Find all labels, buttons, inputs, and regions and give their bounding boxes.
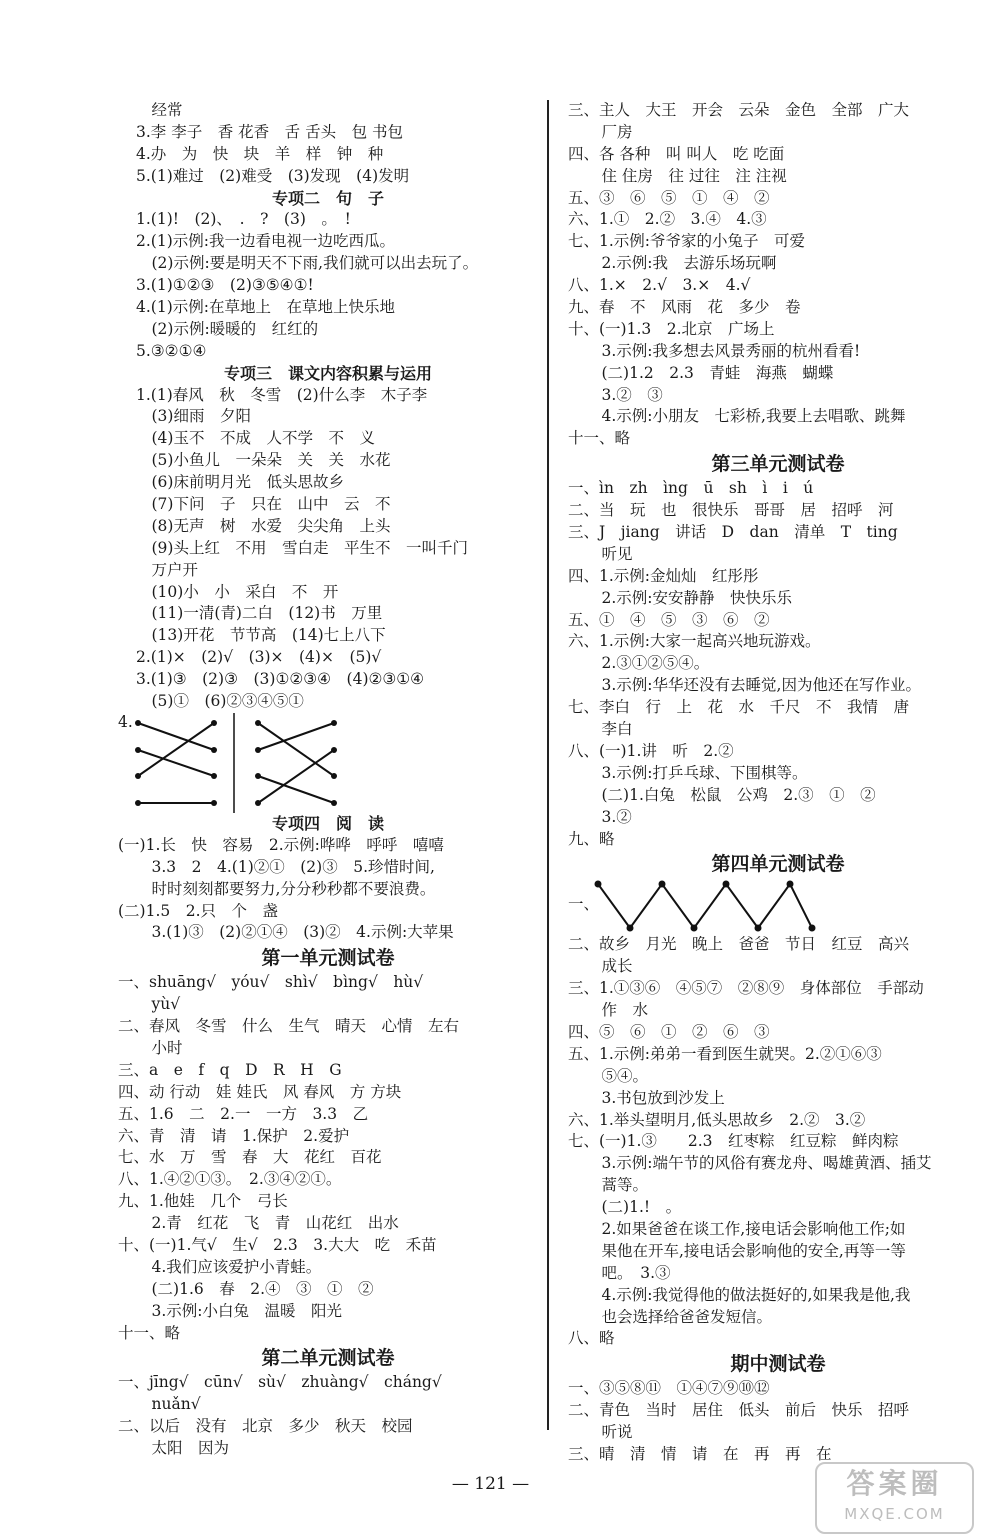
answer-line: 4.示例:小朋友 七彩桥,我要上去唱歌、跳舞 [586, 407, 906, 426]
answer-line: 一、shuāng√ yóu√ shì√ bìng√ hù√ [118, 973, 424, 992]
answer-line: 蒿等。 [586, 1176, 649, 1195]
answer-line: 八、1.× 2.√ 3.× 4.√ [568, 276, 751, 295]
answer-line: ⑤④。 [586, 1066, 649, 1085]
answer-line: 4.示例:我觉得他的做法挺好的,如果我是他,我 [586, 1285, 911, 1304]
section-heading: 期中测试卷 [730, 1353, 826, 1376]
answer-line: 八、1.④②①③。 2.③④②①。 [118, 1170, 342, 1189]
watermark-logo [815, 1462, 974, 1534]
answer-line: 2.示例:安安静静 快快乐乐 [586, 588, 793, 607]
answer-line: (二)1.! 。 [586, 1198, 682, 1217]
section-heading: 第二单元测试卷 [261, 1347, 395, 1370]
answer-line: (二)1.白兔 松鼠 公鸡 2.③ ① ② [586, 785, 876, 804]
answer-line: 四、⑤ ⑥ ① ② ⑥ ③ [568, 1022, 770, 1041]
answer-line: 太阳 因为 [136, 1439, 230, 1458]
answer-line: 八、(一)1.讲 听 2.② [568, 741, 734, 760]
answer-line: 2.(1)× (2)√ (3)× (4)× (5)√ [136, 648, 382, 667]
answer-line: 四、1.示例:金灿灿 红彤彤 [568, 566, 759, 585]
answer-line: (10)小 小 采白 不 开 [136, 582, 339, 601]
answer-line: 3.(1)①②③ (2)③⑤④①! [136, 276, 314, 295]
answer-line: 十、(一)1.3 2.北京 广场上 [568, 319, 775, 338]
answer-line: (二)1.2 2.3 青蛙 海燕 蝴蝶 [586, 363, 834, 382]
match-line [758, 884, 790, 928]
section-heading: 第三单元测试卷 [711, 453, 845, 476]
match-line [662, 884, 694, 928]
answer-line: 三、J jiang 讲话 D dan 清单 T ting [568, 523, 898, 542]
answer-line: (7)下问 子 只在 山中 云 不 [136, 495, 391, 514]
answer-line: 1.(1)! (2)、 . ? (3) 。 ! [136, 210, 351, 229]
right-column [568, 100, 981, 1466]
answer-line: 5.(1)难过 (2)难受 (3)发现 (4)发明 [136, 166, 410, 185]
answer-line: 4.办 为 快 块 羊 样 钟 种 [136, 144, 384, 163]
answer-line: 3.书包放到沙发上 [586, 1088, 725, 1107]
left-column [118, 100, 538, 1460]
match-line [258, 776, 334, 803]
match-line [138, 750, 214, 776]
match-line [630, 884, 662, 928]
answer-line: 二、青色 当时 居住 低头 前后 快乐 招呼 [568, 1401, 910, 1420]
answer-line: 听说 [586, 1423, 633, 1442]
answer-line: 十一、略 [568, 429, 631, 448]
answer-line: 一、jīng√ cūn√ sù√ zhuàng√ cháng√ [118, 1373, 442, 1392]
answer-line: (8)无声 树 水爱 尖尖角 上头 [136, 516, 391, 535]
matching-label-left: 4. [118, 712, 133, 731]
answer-line: 3.示例:小白兔 温暖 阳光 [136, 1301, 343, 1320]
answer-line: 三、a e f q D R H G [118, 1060, 342, 1079]
answer-line: 1.(1)春风 秋 冬雪 (2)什么李 木子李 [136, 385, 428, 404]
answer-line: (2)示例:暖暖的 红红的 [136, 319, 319, 338]
match-line [790, 884, 812, 928]
section-heading: 专项二 句 子 [271, 188, 384, 208]
matching-label-right: 一、 [568, 895, 600, 914]
match-line [598, 884, 630, 928]
answer-line: 3.示例:端午节的风俗有赛龙舟、喝雄黄酒、插艾 [586, 1154, 932, 1173]
answer-line: 六、1.举头望明月,低头思故乡 2.② 3.② [568, 1110, 866, 1129]
answer-line: 3.(1)③ (2)③ (3)①②③④ (4)②③①④ [136, 670, 425, 689]
answer-line: (一)1.长 快 容易 2.示例:哗哗 呼呼 嘻嘻 [118, 835, 444, 854]
section-heading: 第一单元测试卷 [261, 947, 395, 970]
answer-line: 2.(1)示例:我一边看电视一边吃西瓜。 [136, 232, 395, 251]
answer-line: 作 水 [586, 1001, 649, 1020]
answer-line: 3.示例:打乒乓球、下围棋等。 [586, 763, 808, 782]
match-line [258, 750, 334, 803]
answer-line: 四、动 行动 娃 娃氏 风 春风 方 方块 [118, 1082, 402, 1101]
answer-line: 3.3 2 4.(1)②① (2)③ 5.珍惜时间, [136, 857, 435, 876]
answer-line: 六、1.示例:大家一起高兴地玩游戏。 [568, 632, 821, 651]
answer-line: 李白 [586, 720, 633, 739]
answer-line: 七、(一)1.③ 2.3 红枣粽 红豆粽 鲜肉粽 [568, 1132, 899, 1151]
answer-line: 十一、略 [118, 1323, 181, 1342]
answer-line: 3.李 李子 香 花香 舌 舌头 包 书包 [136, 122, 403, 141]
column-divider [547, 100, 549, 1430]
match-line [726, 884, 758, 928]
answer-line: 九、春 不 风雨 花 多少 卷 [568, 298, 801, 317]
answer-line: 四、各 各种 叫 叫人 吃 吃面 [568, 144, 785, 163]
answer-line: (13)开花 节节高 (14)七上八下 [136, 626, 386, 645]
answer-line: (5)① (6)②③④⑤① [136, 692, 304, 711]
right-answers-b [568, 934, 981, 1465]
answer-line: (3)细雨 夕阳 [136, 407, 251, 426]
match-line [258, 723, 334, 750]
answer-line: 4.(1)示例:在草地上 在草地上快乐地 [136, 298, 395, 317]
answer-line: 2.示例:我 去游乐场玩啊 [586, 254, 777, 273]
answer-line: 五、③ ⑥ ⑤ ① ④ ② [568, 188, 770, 207]
answer-line: 经常 [136, 101, 183, 119]
answer-line: 时时刻刻都要努力,分分秒秒都不要浪费。 [136, 879, 436, 898]
answer-line: 七、1.示例:爷爷家的小兔子 可爱 [568, 232, 806, 251]
answer-line: 住 住房 往 过往 注 注视 [586, 166, 787, 185]
answer-line: 七、李白 行 上 花 水 千尺 不 我情 唐 [568, 698, 910, 717]
answer-line: 三、晴 清 情 请 在 再 再 在 [568, 1444, 832, 1463]
answer-line: 一、③⑤⑧⑪ ①④⑦⑨⑩⑫ [568, 1379, 770, 1398]
matching-lines-left [134, 713, 364, 813]
page-number: — 121 — [451, 1474, 530, 1494]
answer-line: 七、水 万 雪 春 大 花红 百花 [118, 1148, 382, 1167]
answer-line: 二、以后 没有 北京 多少 秋天 校园 [118, 1417, 413, 1436]
answer-line: (二)1.6 春 2.④ ③ ① ② [136, 1279, 374, 1298]
left-answers-a [118, 100, 538, 713]
answer-line: 九、略 [568, 829, 615, 848]
answer-line: 八、略 [568, 1329, 615, 1348]
answer-line: 3.示例:我多想去风景秀丽的杭州看看! [586, 341, 861, 360]
answer-line: 三、1.①③⑥ ④⑤⑦ ②⑧⑨ 身体部位 手部动 [568, 979, 924, 998]
answer-line: 五、① ④ ⑤ ③ ⑥ ② [568, 610, 770, 629]
matching-figure-right [568, 878, 981, 934]
answer-line: (2)示例:要是明天不下雨,我们就可以出去玩了。 [136, 254, 479, 273]
right-answers-a [568, 100, 981, 878]
answer-line: 果他在开车,接电话会影响他的安全,再等一等 [586, 1241, 906, 1260]
answer-line: 3.② [586, 807, 632, 826]
answer-line: 听见 [586, 544, 633, 563]
section-heading: 专项三 课文内容积累与运用 [223, 363, 432, 383]
match-line [138, 723, 214, 750]
answer-line: 3.示例:华华还没有去睡觉,因为他还在写作业。 [586, 676, 921, 695]
section-heading: 专项四 阅 读 [271, 813, 384, 833]
answer-line: 六、1.① 2.② 3.④ 4.③ [568, 210, 767, 229]
answer-line: 二、故乡 月光 晚上 爸爸 节日 红豆 高兴 [568, 935, 910, 954]
answer-line: 二、当 玩 也 很快乐 哥哥 居 招呼 河 [568, 501, 894, 520]
answer-line: 六、青 清 请 1.保护 2.爱护 [118, 1126, 350, 1145]
answer-line: (11)一清(青)二白 (12)书 万里 [136, 604, 383, 623]
answer-line: 3.(1)③ (2)②①④ (3)② 4.示例:大苹果 [136, 923, 454, 942]
answer-line: 十、(一)1.气√ 生√ 2.3 3.大大 吃 禾苗 [118, 1235, 437, 1254]
section-heading: 第四单元测试卷 [711, 853, 845, 876]
answer-line: (6)床前明月光 低头思故乡 [136, 473, 344, 492]
answer-line: 3.② ③ [586, 385, 663, 404]
watermark-url: MXQE.COM [844, 1505, 945, 1523]
answer-line: 吧。 3.③ [586, 1263, 671, 1282]
answer-line: 2.如果爸爸在谈工作,接电话会影响他工作;如 [586, 1219, 906, 1238]
answer-line: (5)小鱼儿 一朵朵 关 关 水花 [136, 451, 391, 470]
answer-line: 2.青 红花 飞 青 山花红 出水 [136, 1214, 399, 1233]
answer-line: 4.我们应该爱护小青蛙。 [136, 1257, 322, 1276]
answer-line: nuǎn√ [136, 1395, 201, 1414]
left-answers-b [118, 813, 538, 1460]
answer-line: (4)玉不 不成 人不学 不 义 [136, 429, 375, 448]
matching-lines-right [590, 878, 820, 934]
answer-line: 二、春风 冬雪 什么 生气 晴天 心情 左右 [118, 1017, 460, 1036]
answer-line: 一、ìn zh ìng ū sh ì i ú [568, 479, 814, 498]
matching-figure-left [118, 713, 538, 813]
answer-line: yù√ [136, 995, 181, 1014]
answer-line: (二)1.5 2.只 个 盏 [118, 901, 279, 920]
match-line [138, 723, 214, 776]
match-line [258, 723, 334, 776]
answer-line: 小时 [136, 1038, 183, 1057]
answer-line: (9)头上红 不用 雪白走 平生不 一叫千门 [136, 538, 468, 557]
answer-line: 成长 [586, 957, 633, 976]
answer-line: 也会选择给爸爸发短信。 [586, 1307, 773, 1326]
answer-line: 五、1.示例:弟弟一看到医生就哭。2.②①⑥③ [568, 1044, 882, 1063]
answer-line: 五、1.6 二 2.一 一方 3.3 乙 [118, 1104, 369, 1123]
watermark-title: 答案圈 [846, 1467, 943, 1500]
answer-line: 5.③②①④ [136, 341, 207, 360]
answer-line: 三、主人 大王 开会 云朵 金色 全部 广大 [568, 101, 910, 119]
answer-line: 九、1.他娃 几个 弓长 [118, 1192, 288, 1211]
answer-line: 2.③①②⑤④。 [586, 654, 710, 673]
answer-line: 厂房 [586, 122, 633, 141]
match-line [694, 884, 726, 928]
answer-line: 万户开 [136, 560, 199, 579]
